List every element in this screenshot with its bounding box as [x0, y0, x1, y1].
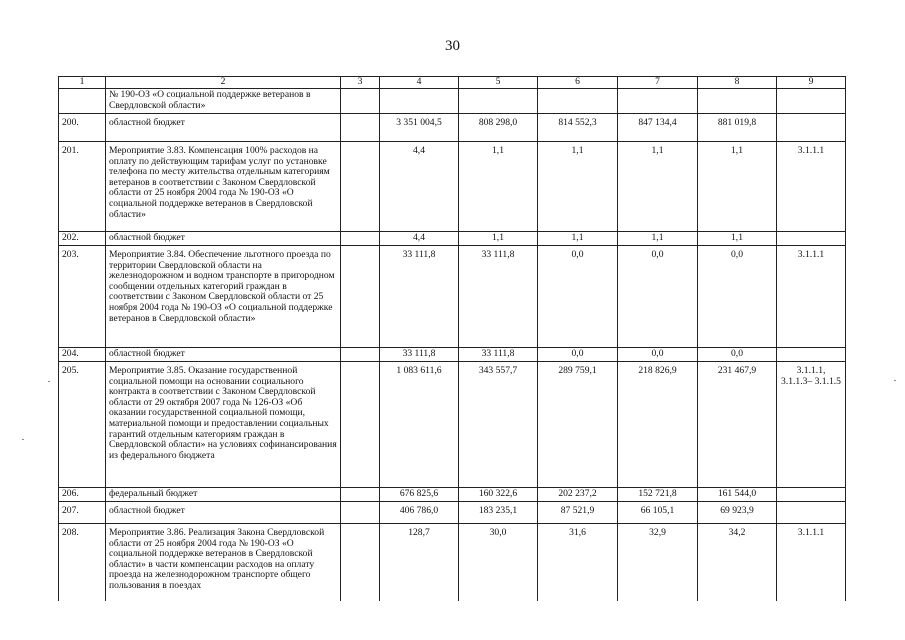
- table-row: [59, 524, 846, 602]
- cell-col8: 0,0: [698, 246, 777, 348]
- cell-col3: [341, 362, 380, 488]
- scan-speck: [894, 380, 896, 381]
- table-row: [59, 502, 846, 524]
- cell-col5: 33 111,8: [459, 348, 538, 362]
- cell-col5: 343 557,7: [459, 362, 538, 488]
- row-description: Мероприятие 3.83. Компенсация 100% расходов на оплату по действующим тарифам услуг по установке телефона по месту жительства отдельным категориям ветеранов в соответствии с Законом Свердловской области от 25 ноября 2004 года № 190-ОЗ «О социальной поддержке ветеранов в Свердловской области»: [106, 142, 341, 232]
- cell-total: 676 825,6: [380, 488, 459, 502]
- cell-col8: 1,1: [698, 142, 777, 232]
- table-row: [59, 348, 846, 362]
- cell-col6: 1,1: [538, 232, 618, 246]
- cell-col7: 0,0: [618, 348, 698, 362]
- cell-col7: [618, 89, 698, 114]
- cell-col3: [341, 502, 380, 524]
- row-description: областной бюджет: [106, 502, 341, 524]
- header-cell: 8: [698, 77, 777, 89]
- cell-col3: [341, 488, 380, 502]
- cell-col5: 160 322,6: [459, 488, 538, 502]
- header-cell: 9: [777, 77, 846, 89]
- cell-col3: [341, 524, 380, 602]
- row-description: федеральный бюджет: [106, 488, 341, 502]
- cell-col7: 1,1: [618, 142, 698, 232]
- table-row: [59, 488, 846, 502]
- row-number: [59, 89, 106, 114]
- cell-col7: 218 826,9: [618, 362, 698, 488]
- cell-col6: 0,0: [538, 348, 618, 362]
- cell-total: 1 083 611,6: [380, 362, 459, 488]
- cell-col6: 87 521,9: [538, 502, 618, 524]
- cell-target-code: 3.1.1.1: [777, 142, 846, 232]
- header-cell: 7: [618, 77, 698, 89]
- cell-col8: 1,1: [698, 232, 777, 246]
- cell-target-code: [777, 348, 846, 362]
- cell-total: 3 351 004,5: [380, 114, 459, 142]
- cell-total: 33 111,8: [380, 246, 459, 348]
- cell-col3: [341, 348, 380, 362]
- cell-col7: 0,0: [618, 246, 698, 348]
- cell-col5: 33 111,8: [459, 246, 538, 348]
- row-number: 208.: [59, 524, 106, 602]
- cell-col5: 183 235,1: [459, 502, 538, 524]
- cell-col7: 66 105,1: [618, 502, 698, 524]
- header-cell: 6: [538, 77, 618, 89]
- cell-target-code: 3.1.1.1: [777, 246, 846, 348]
- row-description: Мероприятие 3.84. Обеспечение льготного проезда по территории Свердловской области на железнодорожном и водном транспорте в пригородном сообщении отдельных категорий граждан в соответствии с Законом Свердловской области от 25 ноября 2004 года № 190-ОЗ «О социальной поддержке ветеранов в Свердловской области»: [106, 246, 341, 348]
- cell-target-code: [777, 502, 846, 524]
- cell-total: 33 111,8: [380, 348, 459, 362]
- row-description: Мероприятие 3.86. Реализация Закона Свердловской области от 25 ноября 2004 года № 190-ОЗ «О социальной поддержке ветеранов в Свердловской области» в части компенсации расходов на оплату проезда на железнодорожном транспорте общего пользования в поездах: [106, 524, 341, 602]
- cell-col6: 31,6: [538, 524, 618, 602]
- row-description: областной бюджет: [106, 348, 341, 362]
- cell-target-code: [777, 232, 846, 246]
- cell-col6: 0,0: [538, 246, 618, 348]
- cell-target-code: 3.1.1.1, 3.1.1.3– 3.1.1.5: [777, 362, 846, 488]
- cell-col5: 1,1: [459, 142, 538, 232]
- table-row: [59, 362, 846, 488]
- cell-target-code: 3.1.1.1: [777, 524, 846, 602]
- cell-col5: 30,0: [459, 524, 538, 602]
- cell-target-code: [777, 89, 846, 114]
- cell-col8: 34,2: [698, 524, 777, 602]
- cell-col8: 881 019,8: [698, 114, 777, 142]
- cell-col3: [341, 114, 380, 142]
- page-number: 30: [445, 38, 460, 54]
- cell-col5: [459, 89, 538, 114]
- cell-col3: [341, 232, 380, 246]
- cell-col8: 0,0: [698, 348, 777, 362]
- header-cell: 5: [459, 77, 538, 89]
- cell-col6: 202 237,2: [538, 488, 618, 502]
- cell-col6: 1,1: [538, 142, 618, 232]
- cell-col3: [341, 89, 380, 114]
- row-number: 206.: [59, 488, 106, 502]
- header-cell: 3: [341, 77, 380, 89]
- scan-speck: [22, 439, 24, 440]
- row-number: 204.: [59, 348, 106, 362]
- cell-target-code: [777, 114, 846, 142]
- cell-col5: 1,1: [459, 232, 538, 246]
- cell-col8: [698, 89, 777, 114]
- table-row: [59, 89, 846, 114]
- header-cell: 4: [380, 77, 459, 89]
- cell-total: 4,4: [380, 232, 459, 246]
- row-description: Мероприятие 3.85. Оказание государственной социальной помощи на основании социального контракта в соответствии с Законом Свердловской области от 29 октября 2007 года № 126-ОЗ «Об оказании государственной социальной помощи, материальной помощи и предоставлении социальных гарантий отдельным категориям граждан в Свердловской области» на условиях софинансирования из федерального бюджета: [106, 362, 341, 488]
- row-description: областной бюджет: [106, 114, 341, 142]
- row-number: 200.: [59, 114, 106, 142]
- row-description: областной бюджет: [106, 232, 341, 246]
- cell-col7: 847 134,4: [618, 114, 698, 142]
- row-number: 202.: [59, 232, 106, 246]
- table-row: [59, 246, 846, 348]
- cell-col8: 231 467,9: [698, 362, 777, 488]
- table-row: [59, 232, 846, 246]
- cell-col8: 161 544,0: [698, 488, 777, 502]
- cell-col7: 1,1: [618, 232, 698, 246]
- scan-speck: [48, 381, 50, 382]
- cell-total: 406 786,0: [380, 502, 459, 524]
- cell-total: 128,7: [380, 524, 459, 602]
- row-number: 201.: [59, 142, 106, 232]
- cell-col3: [341, 246, 380, 348]
- budget-table: [58, 76, 846, 601]
- row-description: № 190-ОЗ «О социальной поддержке ветеранов в Свердловской области»: [106, 89, 341, 114]
- cell-col6: [538, 89, 618, 114]
- cell-col8: 69 923,9: [698, 502, 777, 524]
- table-header-row: [59, 77, 846, 89]
- header-cell: 2: [106, 77, 341, 89]
- cell-col7: 152 721,8: [618, 488, 698, 502]
- cell-col3: [341, 142, 380, 232]
- table-row: [59, 114, 846, 142]
- header-cell: 1: [59, 77, 106, 89]
- table-row: [59, 142, 846, 232]
- cell-target-code: [777, 488, 846, 502]
- cell-col6: 814 552,3: [538, 114, 618, 142]
- cell-total: 4,4: [380, 142, 459, 232]
- cell-col6: 289 759,1: [538, 362, 618, 488]
- cell-col5: 808 298,0: [459, 114, 538, 142]
- cell-col7: 32,9: [618, 524, 698, 602]
- row-number: 203.: [59, 246, 106, 348]
- row-number: 205.: [59, 362, 106, 488]
- row-number: 207.: [59, 502, 106, 524]
- cell-total: [380, 89, 459, 114]
